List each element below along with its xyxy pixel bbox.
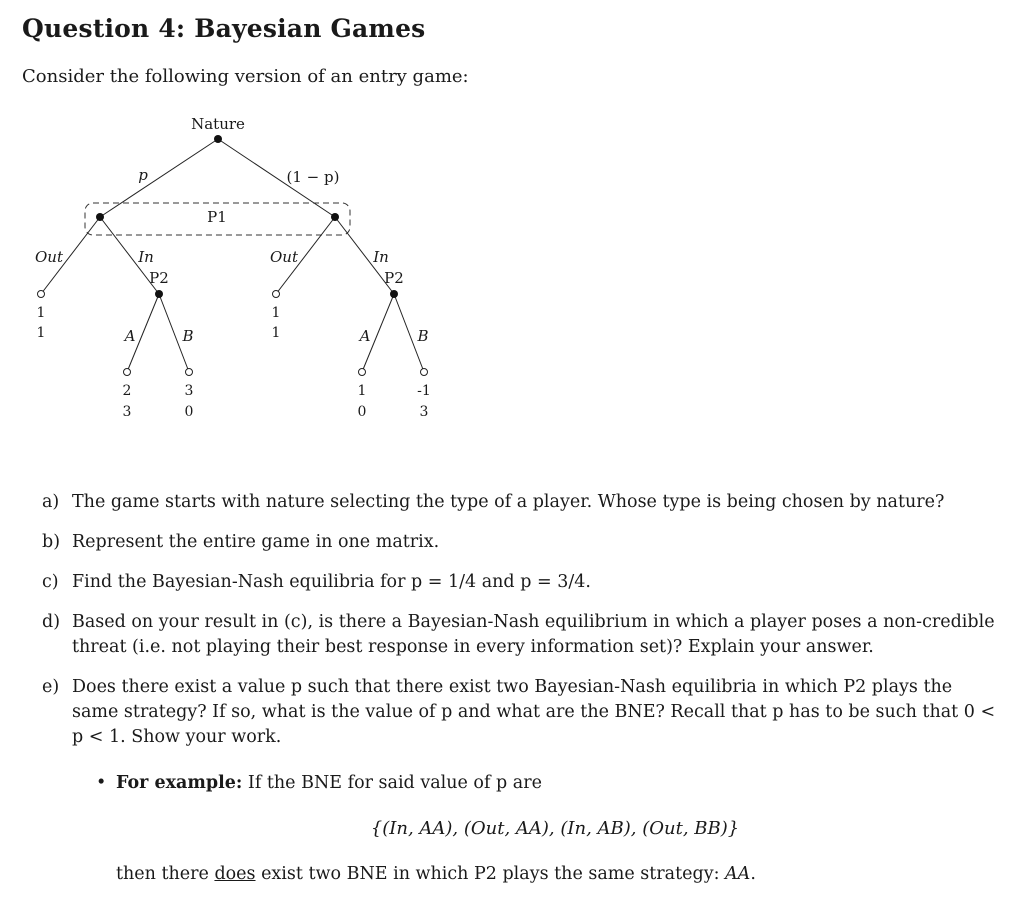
question-text: Represent the entire game in one matrix. — [72, 532, 440, 552]
bne-formula: {(In, AA), (Out, AA), (In, AB), (Out, BB)} — [370, 818, 740, 839]
example-text: If the BNE for said value of p are — [242, 773, 542, 793]
question-title: Question 4: Bayesian Games — [22, 14, 426, 43]
question-item — [42, 530, 1002, 555]
conclusion-underlined: does — [214, 864, 256, 884]
question-text: Does there exist a value p such that there exist two Bayesian-Nash equilibria in which P2 plays the same strategy? If so, what is the value of p and what are the BNE? Recall that p has to be such that 0 < p < 1. Show your work. — [72, 677, 996, 747]
question-text: The game starts with nature selecting the type of a player. Whose type is being chosen by nature? — [72, 492, 945, 512]
example-label: For example: — [116, 773, 243, 793]
payoff-right-b-1: -1 — [417, 383, 431, 399]
question-list — [42, 490, 1002, 765]
p2-left-node — [155, 290, 163, 298]
question-item — [42, 610, 1002, 660]
terminal-right-a — [359, 369, 366, 376]
p1-left-node — [96, 213, 104, 221]
left-a-label: A — [124, 327, 136, 345]
left-out-label: Out — [35, 248, 63, 266]
conclusion-pre: then there — [116, 864, 215, 884]
info-set-label: P1 — [207, 208, 227, 226]
right-p2-label: P2 — [384, 269, 404, 287]
payoff-left-a-1: 2 — [122, 383, 132, 399]
branch-nature-left — [100, 139, 218, 217]
payoff-left-b-1: 3 — [184, 383, 194, 399]
right-out-label: Out — [270, 248, 298, 266]
example-conclusion — [116, 864, 756, 884]
payoff-left-a-2: 3 — [122, 404, 132, 420]
right-b-label: B — [417, 327, 429, 345]
question-letter: a) — [42, 492, 60, 512]
left-b-label: B — [182, 327, 194, 345]
nature-label: Nature — [191, 115, 245, 133]
terminal-left-out — [38, 291, 45, 298]
nature-node — [214, 135, 222, 143]
example-bullet — [96, 773, 542, 793]
question-letter: e) — [42, 677, 60, 697]
terminal-left-b — [186, 369, 193, 376]
question-letter: c) — [42, 572, 59, 592]
conclusion-strategy: AA — [725, 864, 751, 884]
question-letter: b) — [42, 532, 61, 552]
left-in-label: In — [138, 248, 154, 266]
payoff-right-a-2: 0 — [357, 404, 367, 420]
terminal-left-a — [124, 369, 131, 376]
payoff-left-b-2: 0 — [184, 404, 194, 420]
bullet-icon: • — [96, 773, 107, 793]
terminal-right-out — [273, 291, 280, 298]
question-text: Find the Bayesian-Nash equilibria for p = 1/4 and p = 3/4. — [72, 572, 591, 592]
right-in-label: In — [373, 248, 389, 266]
payoff-right-out-1: 1 — [271, 305, 281, 321]
left-p2-label: P2 — [149, 269, 169, 287]
intro-text: Consider the following version of an entry game: — [22, 66, 469, 87]
conclusion-end: . — [750, 864, 756, 884]
question-item — [42, 675, 1002, 750]
payoff-left-out-2: 1 — [36, 325, 46, 341]
terminal-right-b — [421, 369, 428, 376]
p2-right-node — [390, 290, 398, 298]
prob-right-label: (1 − p) — [286, 168, 340, 186]
question-letter: d) — [42, 612, 61, 632]
payoff-right-a-1: 1 — [357, 383, 367, 399]
question-item — [42, 570, 1002, 595]
game-tree-diagram — [0, 100, 470, 430]
question-text: Based on your result in (c), is there a Bayesian-Nash equilibrium in which a player poses a non-credible threat (i.e. not playing their best response in every information set)? Explain your answer. — [72, 612, 995, 657]
p1-right-node — [331, 213, 339, 221]
payoff-left-out-1: 1 — [36, 305, 46, 321]
question-item — [42, 490, 1002, 515]
right-a-label: A — [359, 327, 371, 345]
payoff-right-out-2: 1 — [271, 325, 281, 341]
payoff-right-b-2: 3 — [419, 404, 429, 420]
prob-left-label: p — [138, 166, 148, 184]
conclusion-post: exist two BNE in which P2 plays the same strategy: — [255, 864, 726, 884]
